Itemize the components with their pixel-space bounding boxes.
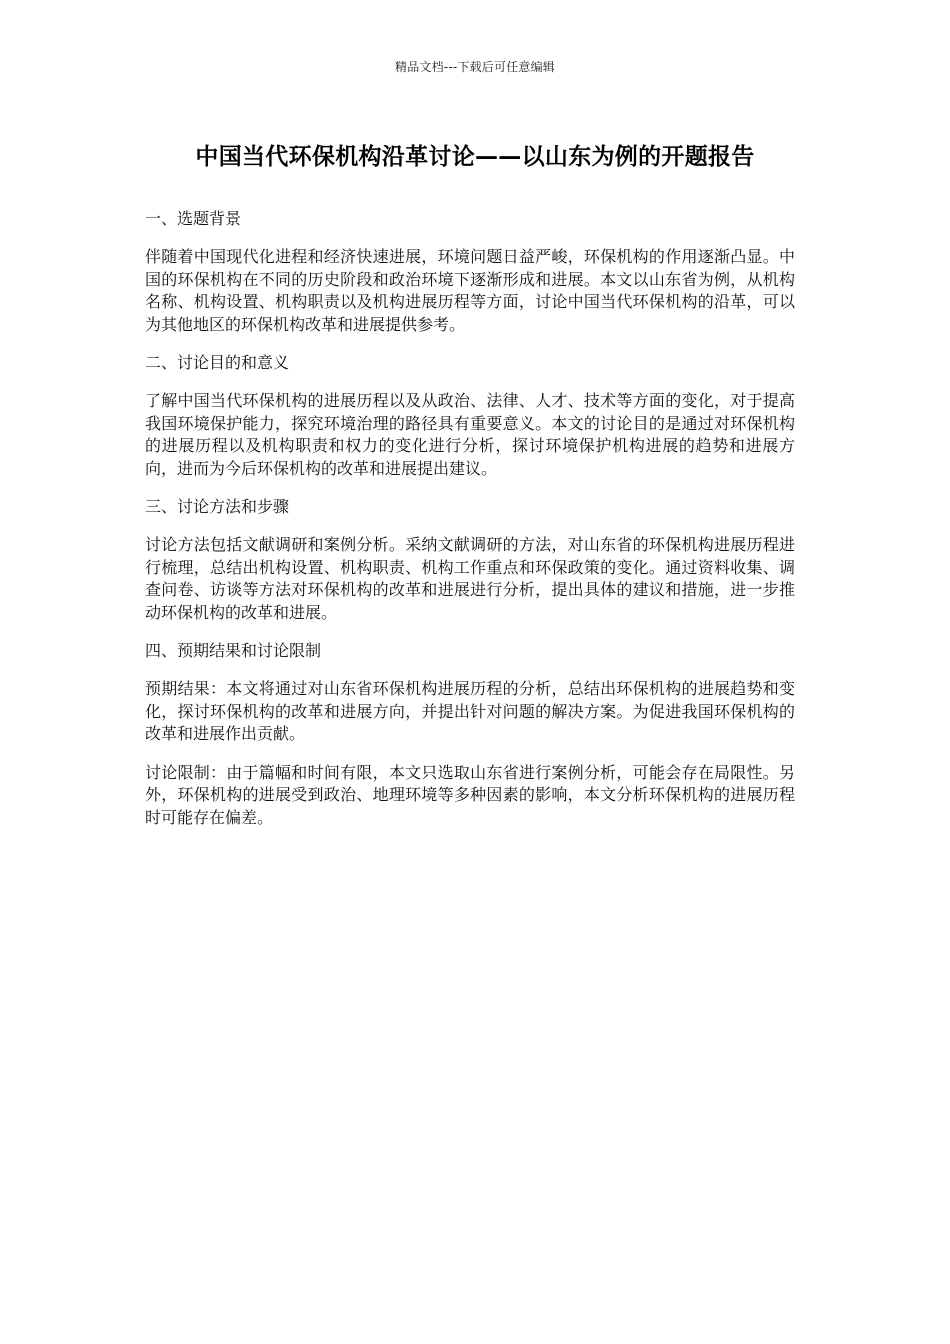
section-heading-results: 四、预期结果和讨论限制 — [145, 641, 322, 660]
paragraph-expected-results: 预期结果：本文将通过对山东省环保机构进展历程的分析，总结出环保机构的进展趋势和变化，探讨环保机构的改革和进展方向，并提出针对问题的解决方案。为促进我国环保机构的改革和进展作出贡献。 — [145, 679, 795, 743]
section-heading-purpose: 二、讨论目的和意义 — [145, 353, 290, 372]
header-note: 精品文档---下载后可任意编辑 — [395, 60, 555, 74]
document-title: 中国当代环保机构沿革讨论——以山东为例的开题报告 — [195, 144, 755, 170]
document-body — [145, 208, 795, 845]
paragraph-purpose: 了解中国当代环保机构的进展历程以及从政治、法律、人才、技术等方面的变化，对于提高我国环境保护能力，探究环境治理的路径具有重要意义。本文的讨论目的是通过对环保机构的进展历程以及机构职责和权力的变化进行分析，探讨环境保护机构进展的趋势和进展方向，进而为今后环保机构的改革和进展提出建议。 — [145, 391, 795, 478]
paragraph-background: 伴随着中国现代化进程和经济快速进展，环境问题日益严峻，环保机构的作用逐渐凸显。中国的环保机构在不同的历史阶段和政治环境下逐渐形成和进展。本文以山东省为例，从机构名称、机构设置、机构职责以及机构进展历程等方面，讨论中国当代环保机构的沿革，可以为其他地区的环保机构改革和进展提供参考。 — [145, 247, 795, 334]
section-heading-methods: 三、讨论方法和步骤 — [145, 497, 290, 516]
section-heading-background: 一、选题背景 — [145, 209, 242, 228]
paragraph-limitations: 讨论限制：由于篇幅和时间有限，本文只选取山东省进行案例分析，可能会存在局限性。另外，环保机构的进展受到政治、地理环境等多种因素的影响，本文分析环保机构的进展历程时可能存在偏差。 — [145, 762, 795, 827]
paragraph-methods: 讨论方法包括文献调研和案例分析。采纳文献调研的方法，对山东省的环保机构进展历程进行梳理，总结出机构设置、机构职责、机构工作重点和环保政策的变化。通过资料收集、调查问卷、访谈等方法对环保机构的改革和进展进行分析，提出具体的建议和措施，进一步推动环保机构的改革和进展。 — [145, 535, 795, 622]
